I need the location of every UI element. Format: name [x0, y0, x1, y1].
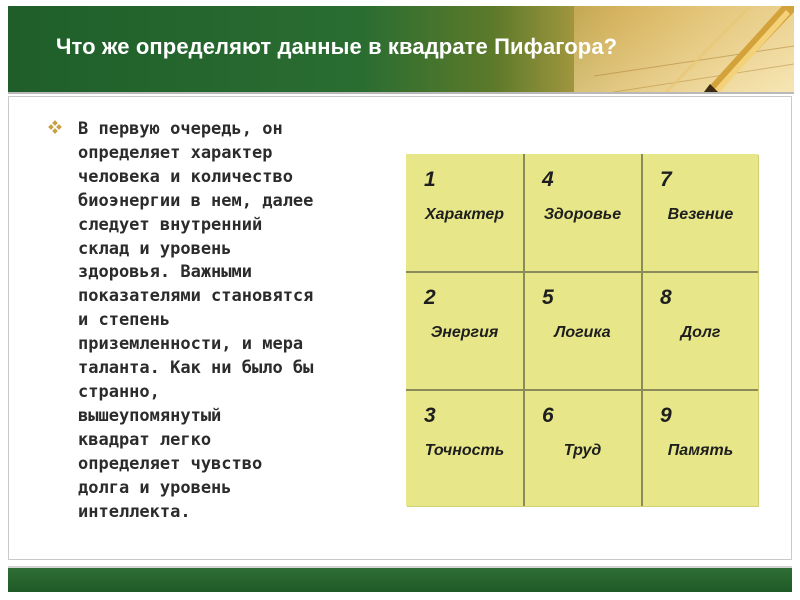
pythagoras-square [406, 154, 758, 506]
cell-number: 6 [542, 404, 554, 427]
text-line: показателями становятся [78, 286, 314, 307]
grid-divider [406, 271, 758, 273]
cell-label: Долг [680, 324, 721, 341]
text-line: квадрат легко [78, 429, 212, 450]
cell-number: 4 [542, 168, 554, 191]
grid-divider [523, 154, 525, 506]
cell-number: 3 [424, 404, 436, 427]
text-line: вышеупомянутый [78, 405, 222, 426]
text-line: долга и уровень [78, 477, 232, 498]
cell-number: 8 [660, 286, 672, 309]
cell-label: Логика [554, 324, 611, 341]
text-line: человека и количество [78, 166, 293, 187]
text-line: здоровья. Важными [78, 262, 252, 283]
text-line: странно, [78, 381, 160, 402]
square-cell [406, 390, 523, 507]
text-line: В первую очередь, он [78, 119, 283, 139]
text-line: определяет характер [78, 142, 273, 163]
square-cell [406, 154, 523, 271]
text-line: приземленности, и мера [78, 334, 304, 355]
cell-number: 5 [542, 286, 554, 309]
text-line: таланта. Как ни было бы [78, 358, 314, 379]
text-line: и степень [78, 310, 171, 331]
square-cell [524, 154, 641, 271]
cell-number: 9 [660, 404, 672, 427]
grid-divider [641, 154, 643, 506]
cell-number: 7 [660, 168, 672, 191]
text-line: склад и уровень [78, 238, 232, 259]
body-paragraph [78, 118, 378, 524]
slide-title: Что же определяют данные в квадрате Пифагора? [56, 34, 618, 59]
grid-divider [406, 389, 758, 391]
header-band [8, 6, 794, 94]
text-line: интеллекта. [78, 501, 191, 522]
square-cell [524, 390, 641, 507]
footer-band [8, 566, 792, 592]
diamond-bullet-icon [48, 120, 62, 134]
square-cell [406, 272, 523, 389]
cell-label: Здоровье [543, 206, 622, 223]
cell-label: Память [667, 442, 734, 459]
text-line: биоэнергии в нем, далее [78, 190, 314, 211]
square-cell [642, 272, 759, 389]
square-cell [642, 154, 759, 271]
cell-number: 2 [424, 286, 436, 309]
square-cell [642, 390, 759, 507]
cell-label: Труд [563, 442, 602, 459]
cell-number: 1 [424, 168, 436, 191]
cell-label: Точность [424, 442, 505, 459]
text-line: определяет чувство [78, 453, 263, 474]
cell-label: Характер [424, 206, 505, 223]
cell-label: Энергия [430, 324, 499, 341]
cell-label: Везение [667, 206, 734, 223]
square-cell [524, 272, 641, 389]
text-line: следует внутренний [78, 214, 263, 235]
